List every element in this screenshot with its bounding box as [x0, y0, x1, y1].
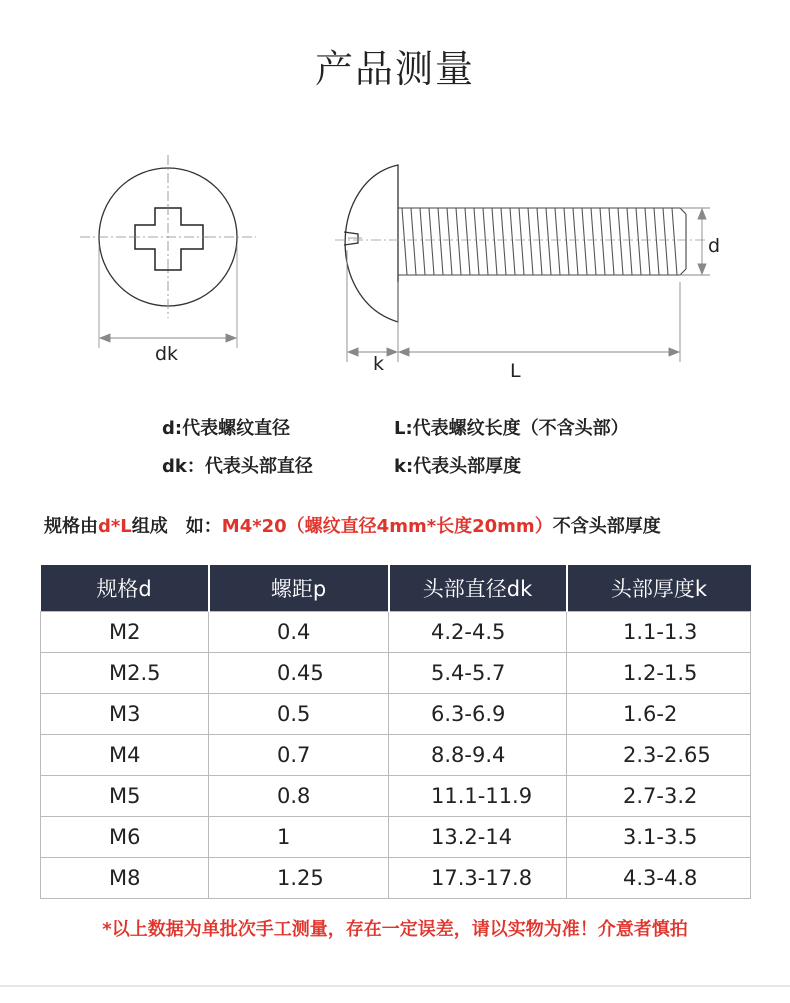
- cell-pitch: 1: [209, 817, 389, 858]
- cell-head-thickness: 1.1-1.3: [567, 612, 751, 653]
- spec-suffix: 不含头部厚度: [552, 516, 661, 537]
- head-front-view: [80, 155, 256, 348]
- spec-table: [40, 565, 751, 899]
- spec-description: [44, 512, 764, 538]
- header-head-thickness: 头部厚度k: [567, 565, 751, 612]
- table-row: [41, 776, 751, 817]
- cell-pitch: 0.4: [209, 612, 389, 653]
- table-row: [41, 858, 751, 899]
- cell-size: M6: [41, 817, 209, 858]
- bottom-divider: [0, 985, 790, 987]
- cell-head-diameter: 5.4-5.7: [389, 653, 567, 694]
- page-title: 产品测量: [314, 47, 475, 91]
- screw-diagram: [0, 140, 790, 400]
- cell-size: M5: [41, 776, 209, 817]
- legend-L: L:代表螺纹长度（不含头部）: [394, 418, 629, 439]
- cell-head-diameter: 8.8-9.4: [389, 735, 567, 776]
- table-row: [41, 653, 751, 694]
- spec-middle: 组成 如：: [131, 516, 222, 537]
- thread-body: [398, 208, 686, 275]
- cell-size: M8: [41, 858, 209, 899]
- cell-head-thickness: 1.6-2: [567, 694, 751, 735]
- table-header-row: [41, 565, 751, 612]
- dk-dimension: [100, 334, 236, 342]
- spec-prefix: 规格由: [44, 516, 98, 537]
- cell-pitch: 0.45: [209, 653, 389, 694]
- cell-size: M2: [41, 612, 209, 653]
- disclaimer-note: *以上数据为单批次手工测量，存在一定误差，请以实物为准！介意者慎拍: [102, 919, 688, 940]
- cell-head-thickness: 1.2-1.5: [567, 653, 751, 694]
- thread-lines: [402, 208, 677, 275]
- k-label: k: [373, 353, 385, 375]
- dk-label: dk: [155, 343, 179, 365]
- cell-head-thickness: 3.1-3.5: [567, 817, 751, 858]
- cell-pitch: 0.8: [209, 776, 389, 817]
- cell-pitch: 0.7: [209, 735, 389, 776]
- cell-pitch: 0.5: [209, 694, 389, 735]
- cell-head-diameter: 11.1-11.9: [389, 776, 567, 817]
- table-row: [41, 612, 751, 653]
- cell-head-thickness: 2.7-3.2: [567, 776, 751, 817]
- table-row: [41, 694, 751, 735]
- cell-head-thickness: 4.3-4.8: [567, 858, 751, 899]
- header-head-diameter: 头部直径dk: [389, 565, 567, 612]
- cell-head-diameter: 13.2-14: [389, 817, 567, 858]
- legend-d: d:代表螺纹直径: [162, 418, 291, 439]
- cell-size: M2.5: [41, 653, 209, 694]
- table-row: [41, 735, 751, 776]
- d-label: d: [708, 235, 721, 257]
- spec-formula: d*L: [98, 516, 132, 537]
- legend-k: k:代表头部厚度: [394, 456, 522, 477]
- head-side-view: [344, 165, 398, 322]
- cell-head-diameter: 6.3-6.9: [389, 694, 567, 735]
- cell-size: M4: [41, 735, 209, 776]
- table-row: [41, 817, 751, 858]
- header-pitch: 螺距p: [209, 565, 389, 612]
- d-dimension: [680, 208, 710, 275]
- spec-example: M4*20（螺纹直径4mm*长度20mm）: [221, 516, 553, 537]
- cell-pitch: 1.25: [209, 858, 389, 899]
- cell-head-thickness: 2.3-2.65: [567, 735, 751, 776]
- cell-size: M3: [41, 694, 209, 735]
- legend-dk: dk：代表头部直径: [162, 456, 313, 477]
- cell-head-diameter: 4.2-4.5: [389, 612, 567, 653]
- header-size: 规格d: [41, 565, 209, 612]
- cell-head-diameter: 17.3-17.8: [389, 858, 567, 899]
- L-label: L: [510, 360, 521, 382]
